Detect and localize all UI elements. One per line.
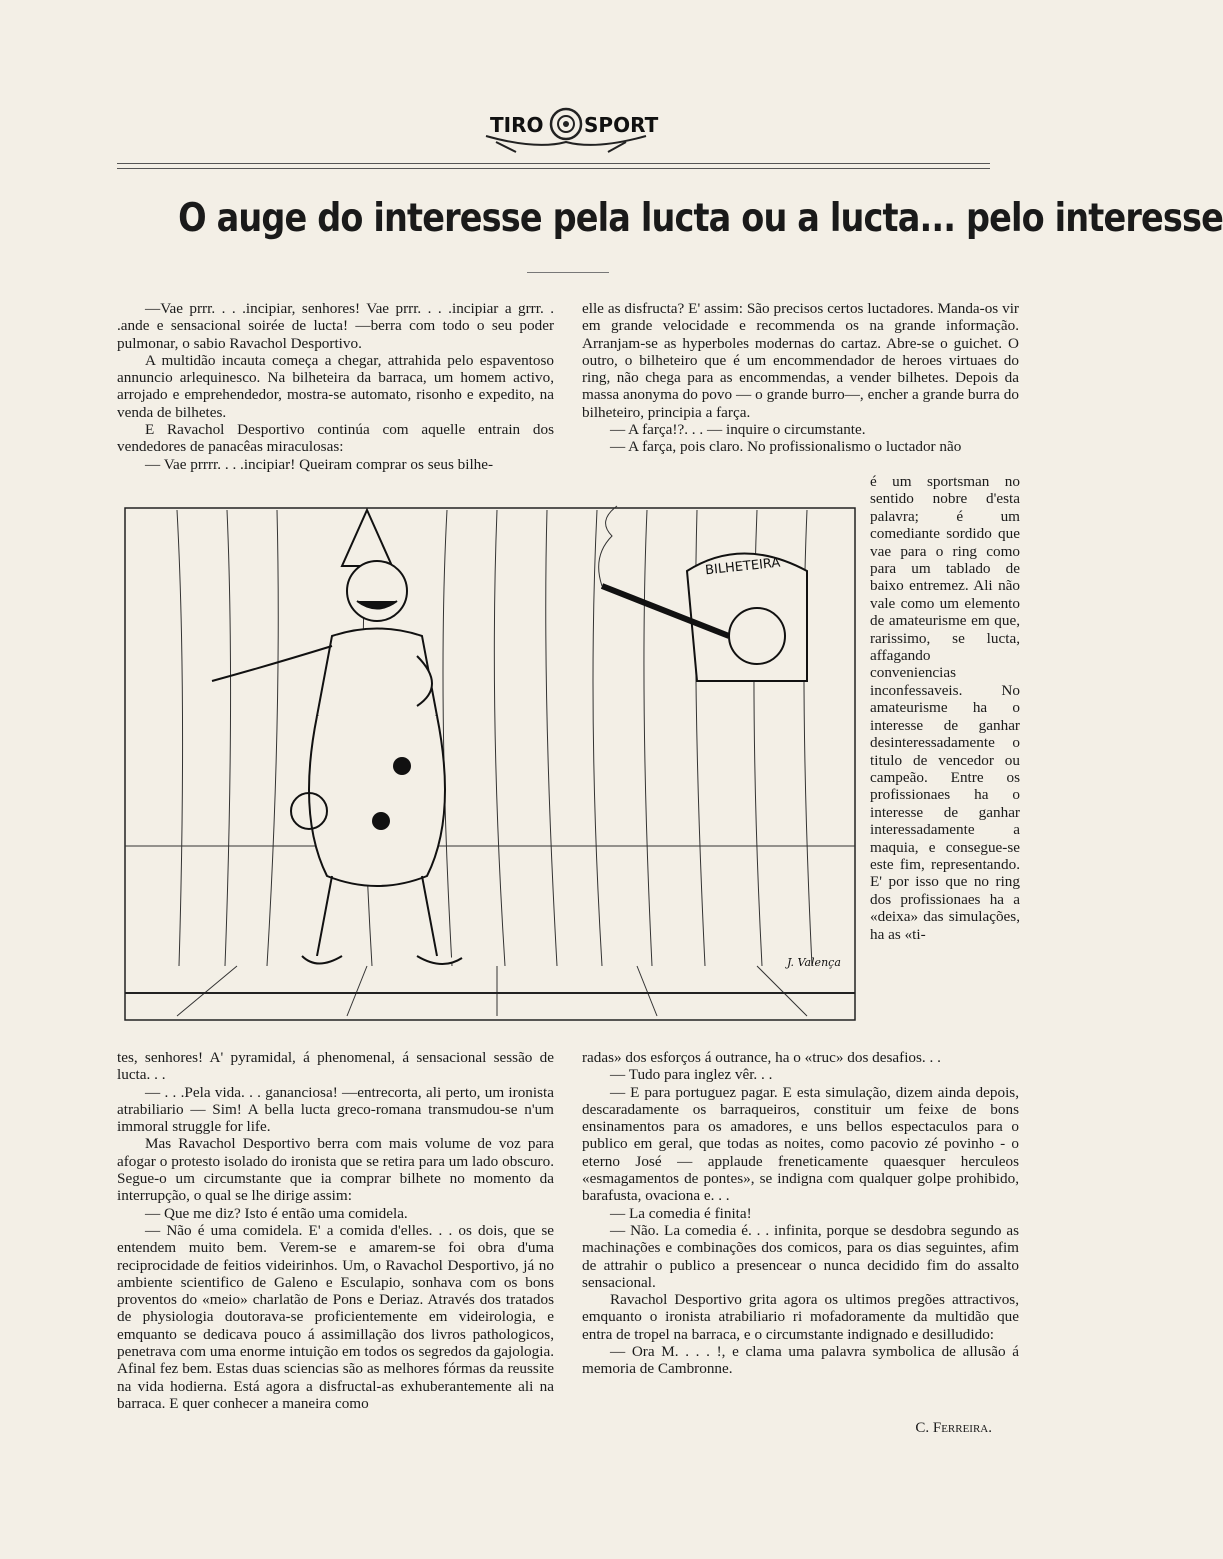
paragraph: radas» dos esforços á outrance, ha o «truc» dos desafios. . . bbox=[582, 1049, 941, 1066]
paragraph: — Ora M. . . . !, e clama uma palavra symbolica de allusão á memoria de Cambronne. bbox=[582, 1343, 1019, 1378]
masthead-logo bbox=[476, 102, 659, 158]
paragraph: — La comedia é finita! bbox=[610, 1204, 752, 1222]
illustration-signature: J. Valença bbox=[787, 956, 841, 969]
column-right-bottom bbox=[582, 1049, 1019, 1378]
paragraph: elle as disfructa? E' assim: São precisos certos luctadores. Manda-os vir em grande velocidade e recommenda os na grande informação. Arranjam-se as hyperboles modernas do cartaz. Abre-se o guichet. O outro, o bilheteiro que é um encommendador de heroes virtuaes do ring, não chega para as encommendas, a vender bilhetes. Depois da massa anonyma do povo — o grande burro—, encher a grande burra do bilheteiro, principia a farça. bbox=[582, 300, 1019, 421]
paragraph: é um sportsman no sentido nobre d'esta palavra; é um comediante sordido que vae para o ring como para um tablado de baixo entremez. Ali não vale como um elemento de amateurisme em que, rarissimo, se lucta, affagando conveniencias inconfessaveis. No amateurisme ha o interesse de ganhar desinteressadamente o titulo de vencedor ou campeão. Entre os profissionaes ha o interesse de ganhar interessadamente a maquia, e consegue-se este fim, representando. E' por isso que no ring dos profissionaes ha a «deixa» das simulações, ha as «ti- bbox=[870, 473, 1020, 943]
paragraph: Ravachol Desportivo grita agora os ultimos pregões attractivos, emquanto o ironista atrabiliario ri mofadoramente da multidão que entra de tropel na barraca, e o circumstante indignado e desilludido: bbox=[582, 1291, 1019, 1343]
column-wrap bbox=[870, 473, 1020, 943]
booth-sign: BILHETEIRA bbox=[704, 555, 782, 579]
paragraph: — Vae prrrr. . . .incipiar! Queiram comprar os seus bilhe- bbox=[145, 455, 494, 473]
paragraph: Mas Ravachol Desportivo berra com mais volume de voz para afogar o protesto isolado do ironista que se retira para um lado obscuro. Segue-o um circumstante que ia comprar bilhete no momento da interrupção, o qual se lhe dirige assim: bbox=[117, 1135, 554, 1205]
paragraph: — E para portuguez pagar. E esta simulação, dizem ainda depois, descaradamente os barraqueiros, constituir um feixe de bons ensinamentos para os amadores, e uns bellos espectaculos para o publico em geral, que todas as noites, como pacovio zé povinho - o eterno José — applaude freneticamente quaesquer herculeos «esmagamentos de pontes», se indigna com qualquer golpe prohibido, barafusta, ovaciona e. . . bbox=[582, 1083, 1019, 1205]
paragraph: — A farça, pois claro. No profissionalismo o luctador não bbox=[610, 438, 962, 456]
paragraph: — . . .Pela vida. . . gananciosa! —entrecorta, ali perto, um ironista atrabiliario — Sim! A bella lucta greco-romana transmudou-se n'um immoral struggle for life. bbox=[117, 1083, 554, 1136]
paragraph: — A farça!?. . . — inquire o circumstante. bbox=[610, 421, 866, 439]
paragraph: —Vae prrr. . . .incipiar, senhores! Vae prrr. . . .incipiar a grrr. . .ande e sensacional soirée de lucta! —berra com todo o seu poder pulmonar, o sabio Ravachol Desportivo. bbox=[117, 300, 554, 352]
paragraph: — Tudo para inglez vêr. . . bbox=[610, 1066, 773, 1084]
paragraph: — Não é uma comidela. E' a comida d'elles. . . os dois, que se entendem muito bem. Verem-se e amarem-se foi obra d'uma reciprocidade de feitios videirinhos. Um, o Ravachol Desportivo, já no ambiente scientifico de Galeno e Esculapio, sonhava com os bons proventos do «meio» charlatão de Pons e Deriaz. Através dos tratados de physiologia doutorava-se proficientemente em videirologia, e emquanto se dedicava pouco á assimillação dos livros pathologicos, penetrava com uma enorme intuição em todos os segredos da gajologia. Afinal fez bem. Estas duas sciencias são as melhores fórmas da reussite na vida hodierna. Está agora a disfructal-as exhuberantemente ali na barraca. E quer conhecer a maneira como bbox=[117, 1221, 554, 1412]
paragraph: — Não. La comedia é. . . infinita, porque se desdobra segundo as machinações e combinações dos comicos, para os dias seguintes, afim de attrahir o publico a presencear o nunca decidido fim do assalto sensacional. bbox=[582, 1221, 1019, 1291]
masthead-left: TIRO bbox=[490, 113, 544, 137]
column-left-top bbox=[117, 300, 554, 473]
column-right-top bbox=[582, 300, 1019, 456]
top-rule-1 bbox=[117, 163, 990, 164]
top-rule-2 bbox=[117, 168, 990, 169]
paragraph: A multidão incauta começa a chegar, attrahida pelo espaventoso annuncio arlequinesco. Na bilheteira da barraca, um homem activo, arrojado e emprehendedor, mostra-se automato, risonho e expedito, na venda de bilhetes. bbox=[117, 351, 554, 421]
article-title: O auge do interesse pela lucta ou a lucta... pelo interesse bbox=[178, 196, 1223, 241]
cartoon-illustration bbox=[117, 496, 863, 1036]
masthead-right: SPORT bbox=[584, 113, 659, 137]
paragraph: E Ravachol Desportivo continúa com aquelle entrain dos vendedores de panacêas miraculosas: bbox=[117, 421, 554, 456]
title-divider bbox=[527, 272, 609, 273]
paragraph: tes, senhores! A' pyramidal, á phenomenal, á sensacional sessão de lucta. . . bbox=[117, 1049, 554, 1084]
author-signature: C. Ferreira. bbox=[915, 1420, 992, 1436]
paragraph: — Que me diz? Isto é então uma comidela. bbox=[145, 1204, 408, 1222]
column-left-bottom bbox=[117, 1049, 554, 1412]
